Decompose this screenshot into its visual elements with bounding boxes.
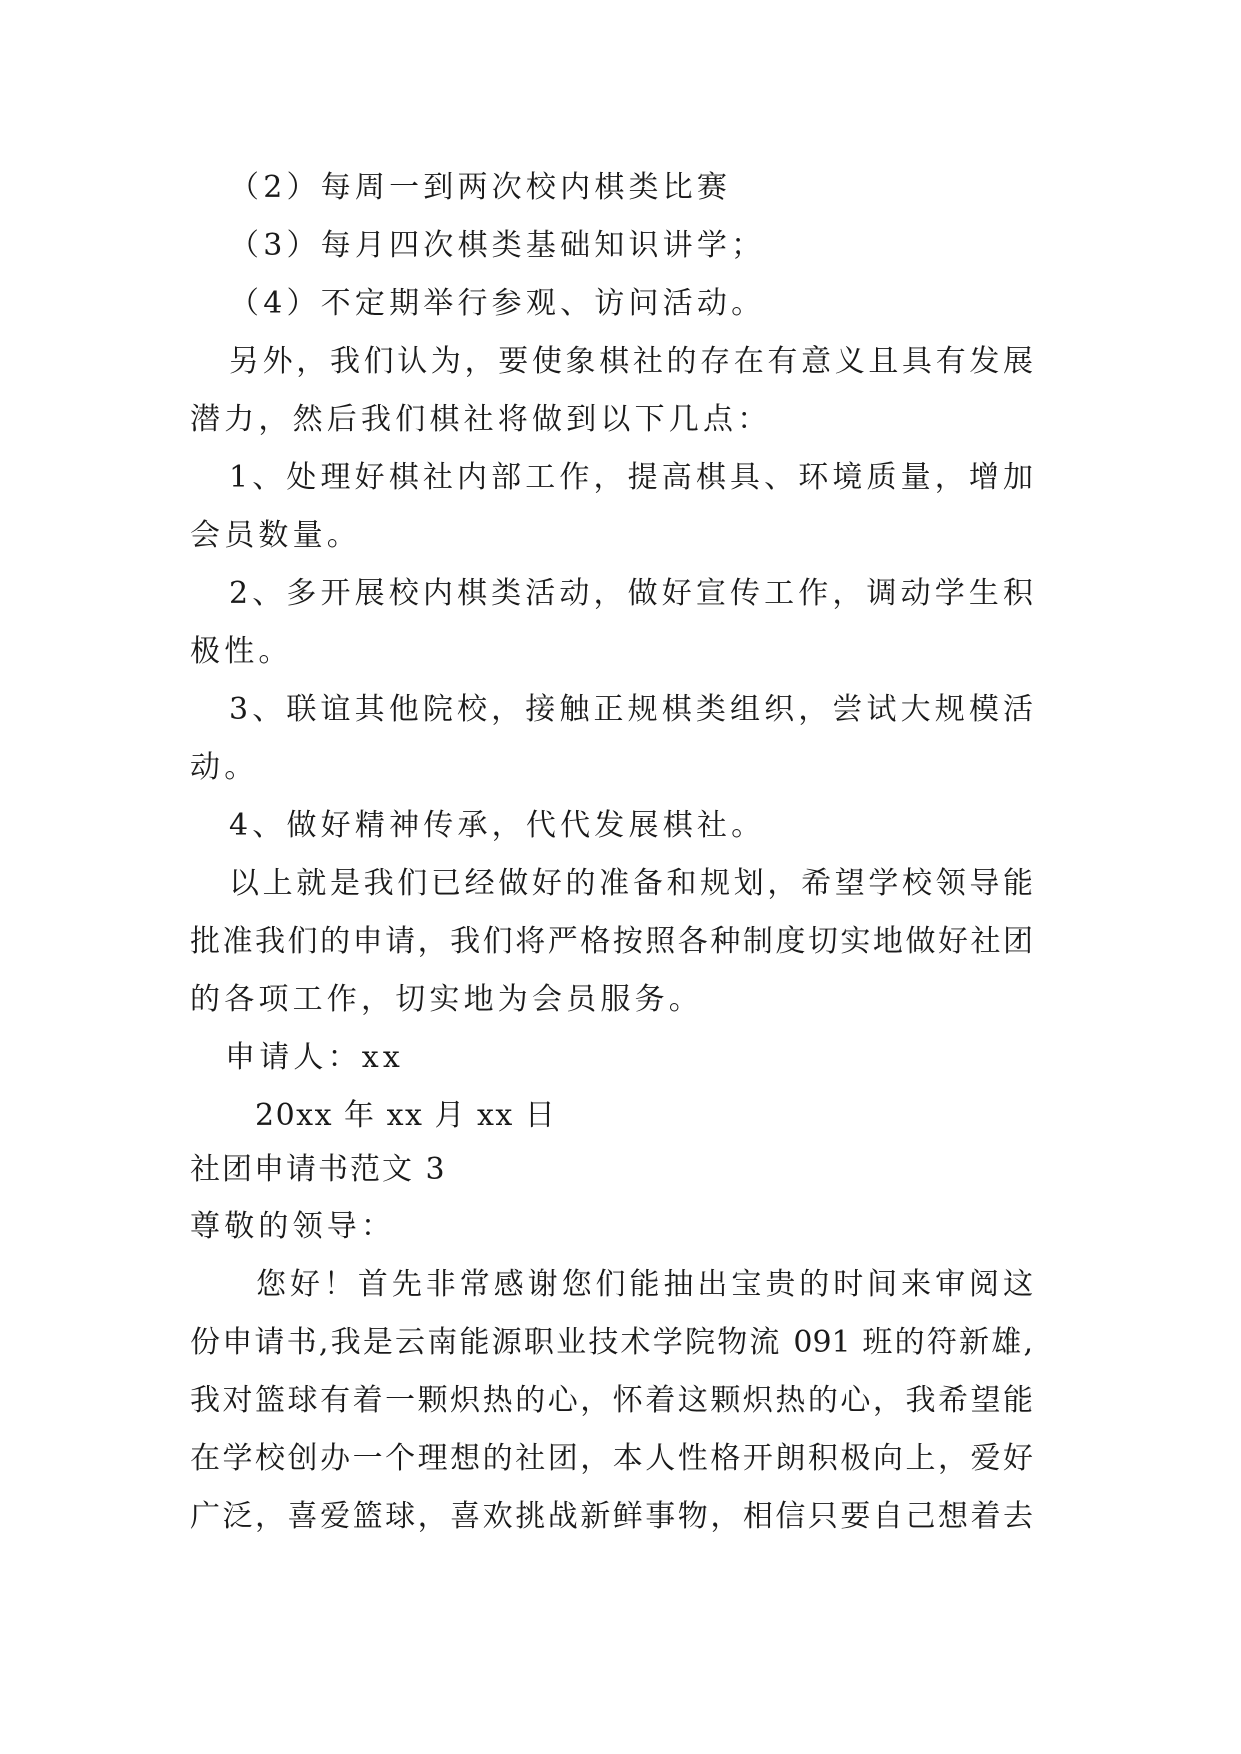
paragraph-line: 在学校创办一个理想的社团，本人性格开朗积极向上，爱好 xyxy=(190,1441,1033,1476)
applicant-line: 申请人：xx xyxy=(225,1040,405,1075)
paragraph-line: 您好！首先非常感谢您们能抽出宝贵的时间来审阅这 xyxy=(256,1267,1033,1302)
date-line: 20xx 年 xx 月 xx 日 xyxy=(255,1098,557,1133)
salutation: 尊敬的领导： xyxy=(190,1209,396,1244)
plan-item-2-cont: 极性。 xyxy=(190,634,293,669)
paragraph-line: 另外，我们认为，要使象棋社的存在有意义且具有发展 xyxy=(229,344,1033,379)
plan-item-1: 1、处理好棋社内部工作，提高棋具、环境质量，增加 xyxy=(229,460,1033,495)
paragraph-line: 份申请书,我是云南能源职业技术学院物流 091 班的符新雄, xyxy=(190,1325,1033,1360)
paragraph-line: 我对篮球有着一颗炽热的心，怀着这颗炽热的心，我希望能 xyxy=(190,1383,1033,1418)
list-item-3: （3）每月四次棋类基础知识讲学； xyxy=(229,228,766,263)
paragraph-line: 潜力，然后我们棋社将做到以下几点： xyxy=(190,402,772,437)
plan-item-3: 3、联谊其他院校，接触正规棋类组织，尝试大规模活 xyxy=(229,692,1033,727)
paragraph-line: 广泛，喜爱篮球，喜欢挑战新鲜事物，相信只要自己想着去 xyxy=(190,1499,1033,1534)
list-item-4: （4）不定期举行参观、访问活动。 xyxy=(229,286,766,321)
plan-item-1-cont: 会员数量。 xyxy=(190,518,361,553)
plan-item-3-cont: 动。 xyxy=(190,750,259,785)
list-item-2: （2）每周一到两次校内棋类比赛 xyxy=(229,170,732,205)
paragraph-line: 的各项工作，切实地为会员服务。 xyxy=(190,982,703,1017)
plan-item-2: 2、多开展校内棋类活动，做好宣传工作，调动学生积 xyxy=(229,576,1033,611)
paragraph-line: 以上就是我们已经做好的准备和规划，希望学校领导能 xyxy=(229,866,1033,901)
plan-item-4: 4、做好精神传承，代代发展棋社。 xyxy=(229,808,766,843)
paragraph-line: 批准我们的申请，我们将严格按照各种制度切实地做好社团 xyxy=(190,924,1033,959)
section-title: 社团申请书范文 3 xyxy=(190,1152,447,1187)
